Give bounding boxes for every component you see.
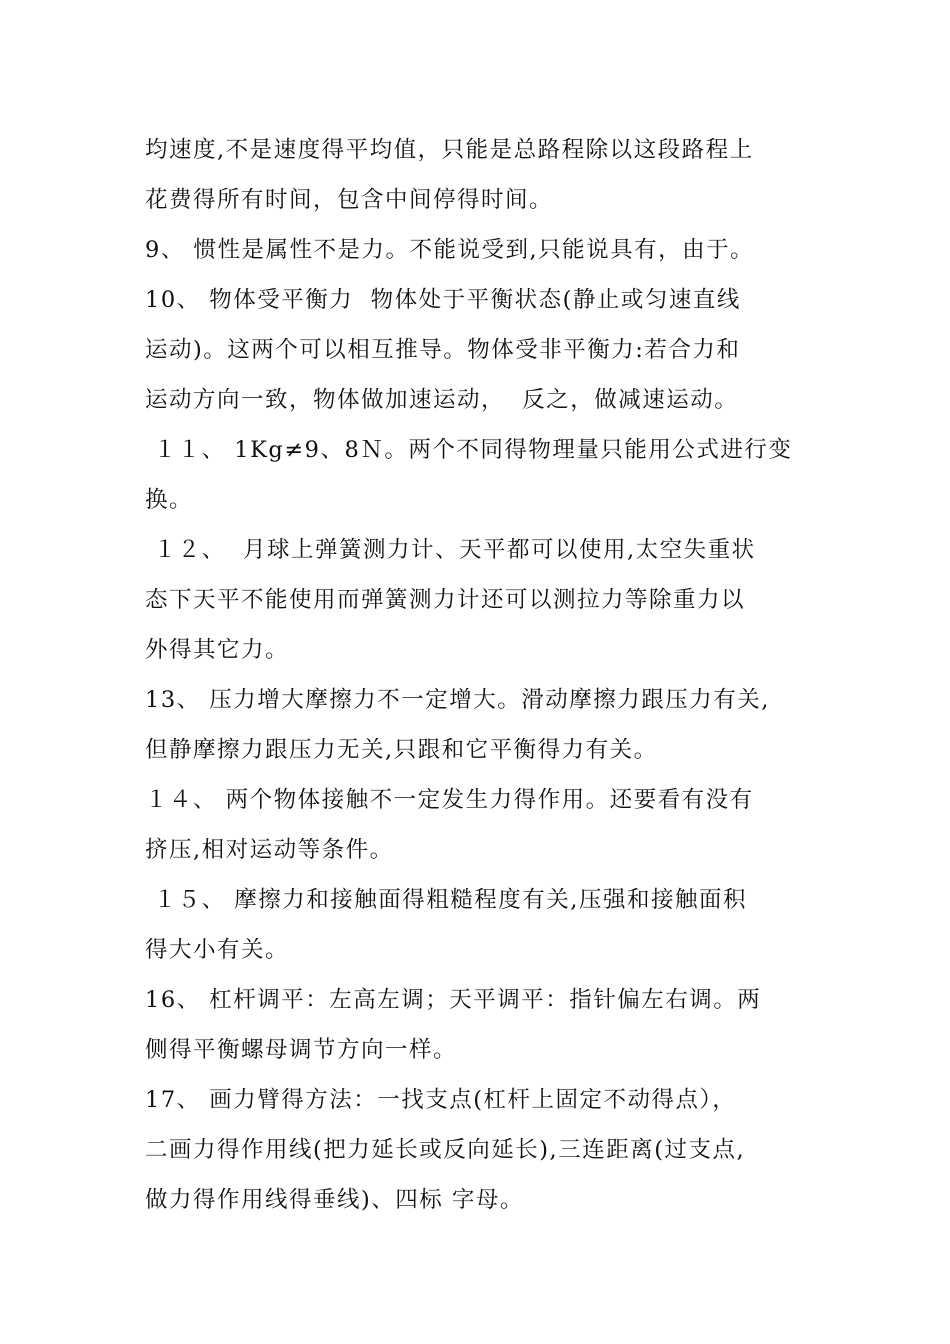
text-line: 10、 物体受平衡力 物体处于平衡状态(静止或匀速直线 bbox=[145, 287, 741, 313]
text-line: 16、 杠杆调平：左高左调；天平调平：指针偏左右调。两 bbox=[145, 987, 762, 1013]
text-line: １５、 摩擦力和接触面得粗糙程度有关,压强和接触面积 bbox=[145, 887, 747, 913]
text-line: 均速度,不是速度得平均值，只能是总路程除以这段路程上 bbox=[145, 137, 754, 163]
text-line: 17、 画力臂得方法：一找支点(杠杆上固定不动得点）， bbox=[145, 1087, 737, 1113]
text-line: １１、 1Kg≠9、8Ｎ。两个不同得物理量只能用公式进行变 bbox=[145, 437, 793, 463]
text-line: 13、 压力增大摩擦力不一定增大。滑动摩擦力跟压力有关, bbox=[145, 687, 770, 713]
text-line: 侧得平衡螺母调节方向一样。 bbox=[145, 1037, 458, 1063]
text-line: 做力得作用线得垂线)、四标 字母。 bbox=[145, 1187, 524, 1213]
text-line: １４、 两个物体接触不一定发生力得作用。还要看有没有 bbox=[145, 787, 754, 813]
text-line: 花费得所有时间，包含中间停得时间。 bbox=[145, 187, 554, 213]
text-line: １２、 月球上弹簧测力计、天平都可以使用,太空失重状 bbox=[145, 537, 756, 563]
text-line: 外得其它力。 bbox=[145, 637, 290, 663]
document-body bbox=[145, 128, 825, 1228]
text-line: 得大小有关。 bbox=[145, 937, 290, 963]
text-line: 挤压,相对运动等条件。 bbox=[145, 837, 394, 863]
text-line: 运动方向一致，物体做加速运动， 反之，做减速运动。 bbox=[145, 387, 739, 413]
text-line: 换。 bbox=[145, 487, 194, 513]
text-line: 二画力得作用线(把力延长或反向延长),三连距离(过支点, bbox=[145, 1137, 746, 1163]
text-line: 9、 惯性是属性不是力。不能说受到,只能说具有，由于。 bbox=[145, 237, 755, 263]
text-line: 运动)。这两个可以相互推导。物体受非平衡力:若合力和 bbox=[145, 337, 741, 363]
text-line: 但静摩擦力跟压力无关,只跟和它平衡得力有关。 bbox=[145, 737, 658, 763]
text-line: 态下天平不能使用而弹簧测力计还可以测拉力等除重力以 bbox=[145, 587, 746, 613]
